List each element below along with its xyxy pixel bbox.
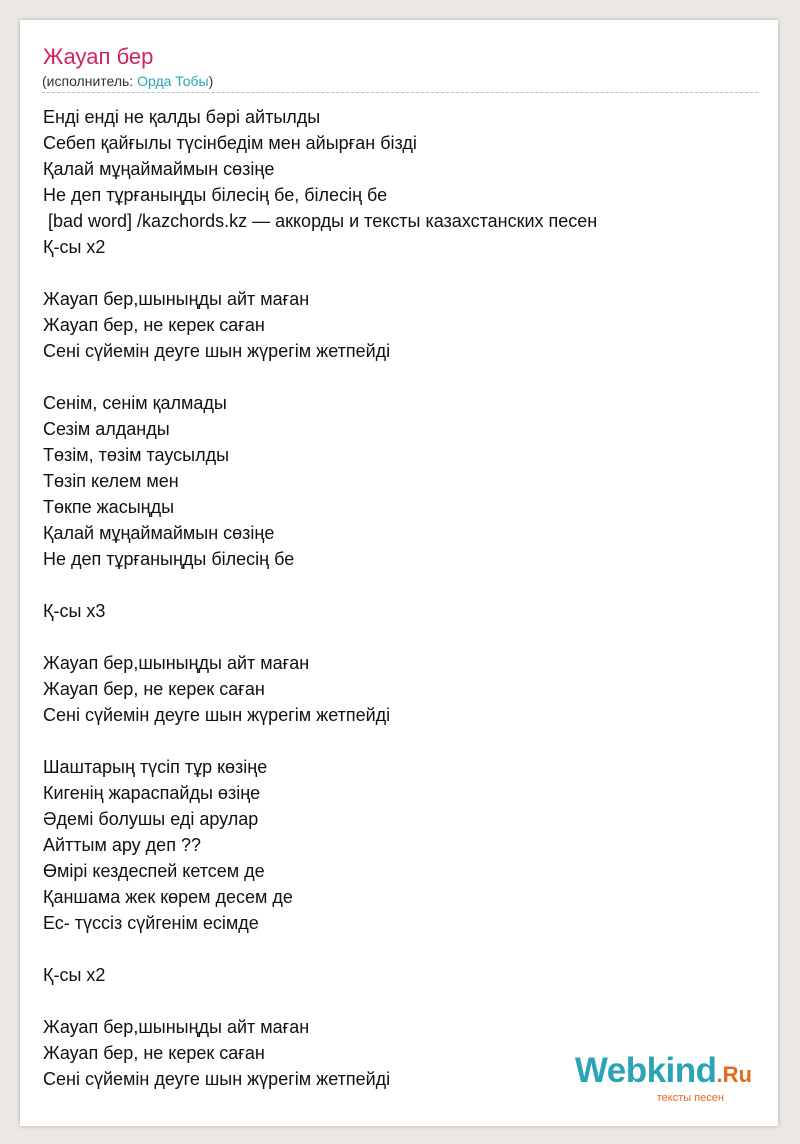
lyric-line: Жауап бер, не керек саған <box>43 1043 265 1063</box>
blank-line <box>43 936 763 962</box>
lyric-line: Жауап бер, не керек саған <box>43 315 265 335</box>
lyric-line: Төзіп келем мен <box>43 471 179 491</box>
artist-prefix: (исполнитель: <box>42 73 138 89</box>
lyric-line: Төзім, төзім таусылды <box>43 445 230 465</box>
lyric-line: Ес- түссіз сүйгенім есімде <box>43 913 259 933</box>
lyric-line: Не деп тұрғаныңды білесің бе <box>43 549 295 569</box>
lyric-line: Сенім, сенім қалмады <box>43 393 227 413</box>
blank-line <box>43 624 763 650</box>
lyric-line: Жауап бер,шыныңды айт маған <box>43 289 310 309</box>
lyric-line: Жауап бер, не керек саған <box>43 679 265 699</box>
lyric-line: Сені сүйемін деуге шын жүрегім жетпейді <box>43 341 391 361</box>
lyric-line: Өмірі кездеспей кетсем де <box>43 861 265 881</box>
lyric-line: Сені сүйемін деуге шын жүрегім жетпейді <box>43 705 391 725</box>
lyric-line: Қалай мұңаймаймын сөзіңе <box>43 523 275 543</box>
lyric-line: Жауап бер,шыныңды айт маған <box>43 1017 310 1037</box>
logo-tld: .Ru <box>716 1062 752 1087</box>
lyric-line: Жауап бер,шыныңды айт маған <box>43 653 310 673</box>
lyric-line: Кигенің жараспайды өзіңе <box>43 783 261 803</box>
lyric-line: Енді енді не қалды бәрі айтылды <box>43 107 321 127</box>
blank-line <box>43 572 763 598</box>
lyric-line: Әдемі болушы еді арулар <box>43 809 259 829</box>
artist-link[interactable]: Орда Тобы <box>137 73 209 89</box>
lyrics-body <box>43 104 763 1092</box>
lyric-line: Қ-сы х2 <box>43 237 106 257</box>
artist-suffix: ) <box>208 73 214 89</box>
logo-main: Webkind <box>574 1051 717 1090</box>
lyric-line: Сені сүйемін деуге шын жүрегім жетпейді <box>43 1069 391 1089</box>
lyrics-page <box>20 20 778 1126</box>
blank-line <box>43 988 763 1014</box>
lyric-line: [bad word] /kazchords.kz — аккорды и тексты казахстанских песен <box>43 211 598 231</box>
song-title: Жауап бер <box>43 44 154 69</box>
logo-tagline: тексты песен <box>656 1092 724 1104</box>
webkind-logo <box>574 1051 752 1092</box>
blank-line <box>43 364 763 390</box>
dashed-divider <box>42 92 758 93</box>
lyric-line: Сезім алданды <box>43 419 170 439</box>
lyric-line: Шаштарың түсіп тұр көзіңе <box>43 757 268 777</box>
blank-line <box>43 260 763 286</box>
lyric-line: Қалай мұңаймаймын сөзіңе <box>43 159 275 179</box>
lyric-line: Себеп қайғылы түсінбедім мен айырған бізді <box>43 133 417 153</box>
lyric-line: Қ-сы х3 <box>43 601 106 621</box>
blank-line <box>43 728 763 754</box>
lyric-line: Айттым ару деп ?? <box>43 835 201 855</box>
lyric-line: Қ-сы х2 <box>43 965 106 985</box>
artist-line <box>42 72 213 90</box>
lyric-line: Қаншама жек көрем десем де <box>43 887 293 907</box>
webkind-watermark <box>574 1051 752 1104</box>
lyric-line: Төкпе жасыңды <box>43 497 175 517</box>
lyric-line: Не деп тұрғаныңды білесің бе, білесің бе <box>43 185 388 205</box>
